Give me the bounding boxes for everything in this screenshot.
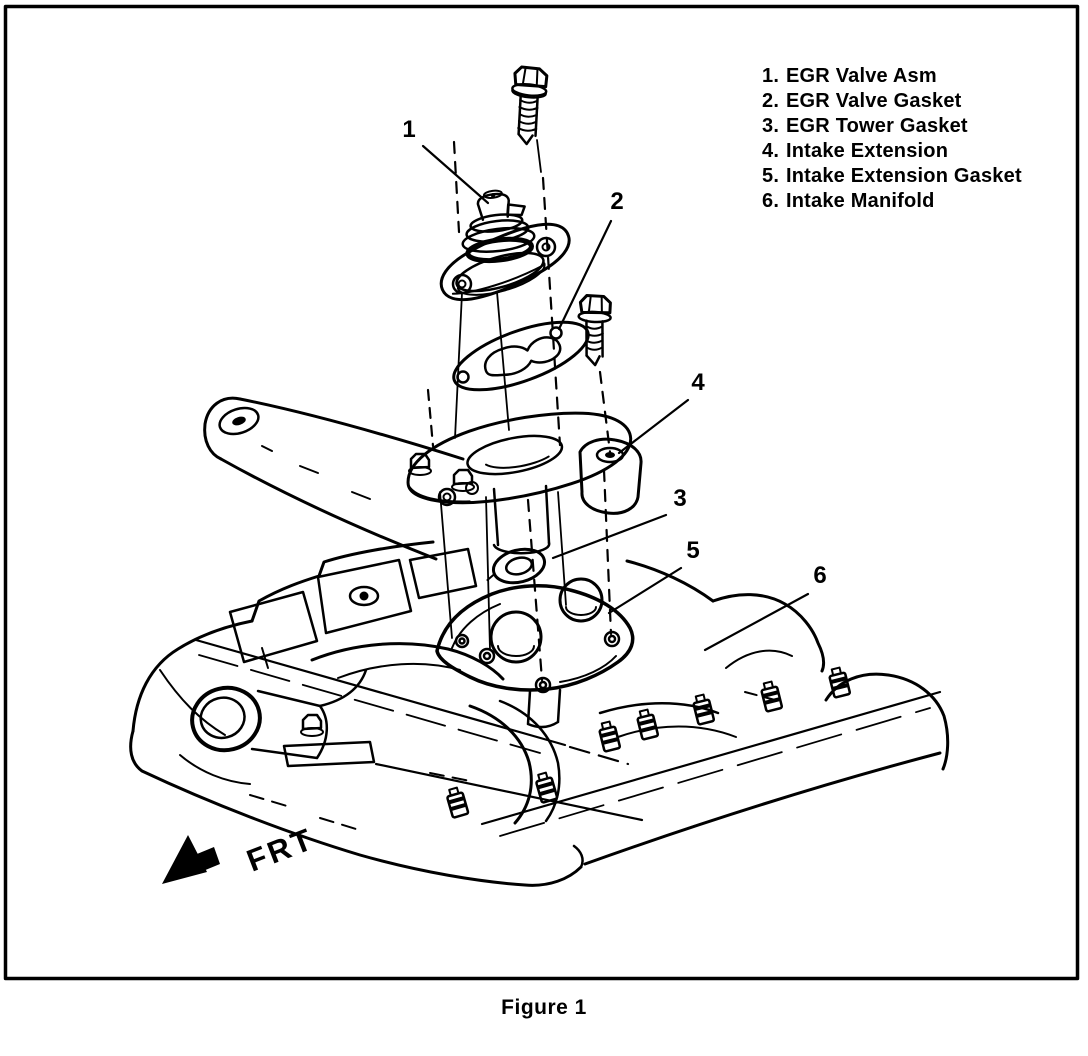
- callout-1-leader: [423, 146, 488, 203]
- callout-6: [705, 562, 827, 650]
- egr-valve-assembly: [432, 186, 578, 311]
- callout-2: [559, 188, 624, 329]
- frt-arrow: [162, 821, 319, 884]
- egr-valve-gasket: [446, 308, 597, 404]
- egr-bolt-top: [507, 66, 549, 145]
- legend-item-3: 3. EGR Tower Gasket: [762, 115, 968, 137]
- callout-1-number: 1: [402, 116, 416, 143]
- callout-6-leader: [705, 594, 808, 650]
- callout-5-leader: [609, 568, 681, 613]
- extension-top-flange: [400, 398, 638, 517]
- egr-tower-gasket: [482, 544, 548, 590]
- egr-bolt-mid: [576, 295, 612, 366]
- figure-caption: Figure 1: [501, 996, 587, 1019]
- manifold-port: [186, 681, 267, 758]
- callout-3-leader: [553, 515, 666, 558]
- legend-item-1: 1. EGR Valve Asm: [762, 65, 937, 87]
- parts-legend: [762, 64, 1022, 214]
- tube-end-boss: [216, 403, 261, 438]
- callout-6-number: 6: [813, 562, 827, 589]
- callout-3-number: 3: [673, 485, 687, 512]
- bracket-bolt: [301, 715, 323, 736]
- legend-item-2: 2. EGR Valve Gasket: [762, 90, 962, 112]
- legend-item-6: 6. Intake Manifold: [762, 190, 935, 212]
- callout-1: [402, 116, 488, 203]
- frt-label: FRT: [241, 821, 320, 879]
- callout-5: [609, 537, 700, 613]
- legend-item-4: 4. Intake Extension: [762, 140, 949, 162]
- callout-4-leader: [619, 400, 688, 453]
- callout-5-number: 5: [686, 537, 700, 564]
- callout-2-number: 2: [610, 188, 624, 215]
- legend-item-5: 5. Intake Extension Gasket: [762, 165, 1022, 187]
- intake-extension: [205, 398, 641, 559]
- callout-3: [553, 485, 687, 558]
- callout-4-number: 4: [691, 369, 705, 396]
